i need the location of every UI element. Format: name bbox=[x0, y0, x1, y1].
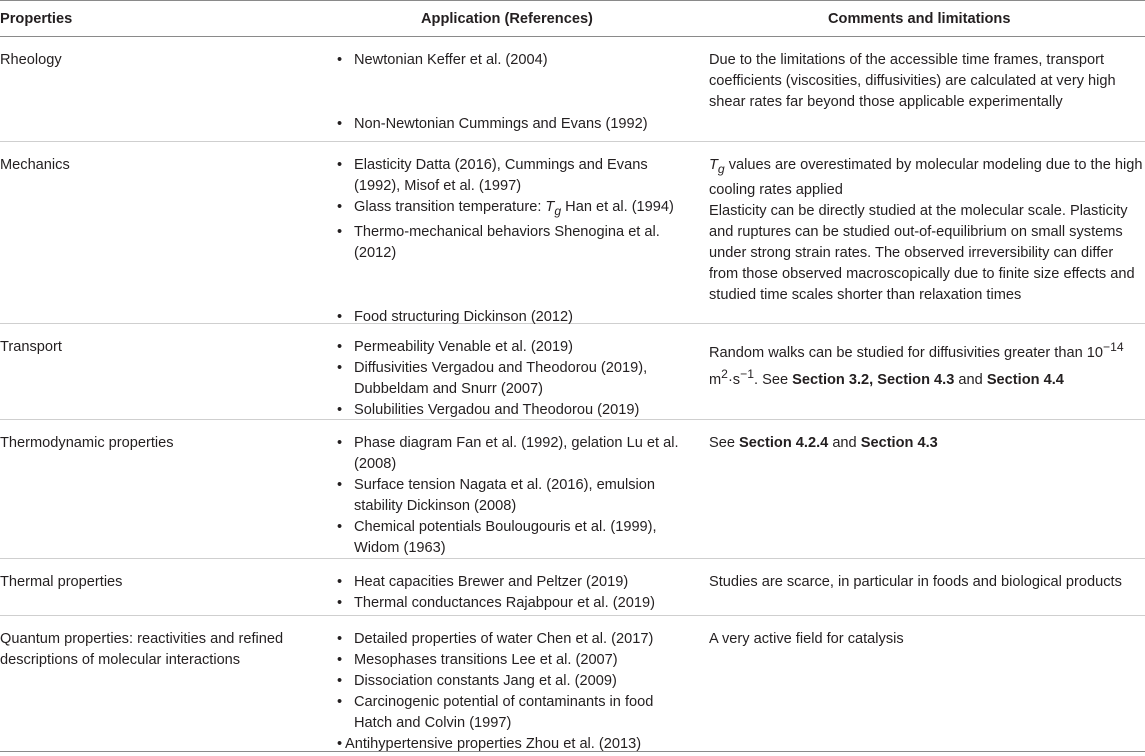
application-item: • Dissociation constants Jang et al. (2009) bbox=[337, 671, 687, 692]
row-comment: See Section 4.2.4 and Section 4.3 bbox=[709, 435, 938, 451]
table-row-transport bbox=[0, 324, 1145, 420]
tg-symbol: $T_g$ bbox=[545, 199, 562, 218]
table-row-mechanics bbox=[0, 142, 1145, 324]
row-comment: Random walks can be studied for diffusivities greater than $10^{-14}$ $m^2\cdot s^{-1}$. See Section 3.2, Section 4.3 and Section 4.4 bbox=[709, 340, 1124, 388]
application-item: • Chemical potentials Boulougouris et al. (1999), Widom (1963) bbox=[337, 517, 687, 559]
table-header bbox=[0, 0, 1145, 37]
row-comment: $T_g$ values are overestimated by molecular modeling due to the high cooling rates applied Elasticity can be directly studied at the molecular scale. Plasticity and ruptures can be studied out-of-equilibrium on small systems under strong strain rates. The observed irreversibility can differ from those observed macroscopically due to finite size effects and studied time scales shorter than relaxation times bbox=[709, 157, 1143, 303]
application-item: • Carcinogenic potential of contaminants in food Hatch and Colvin (1997) bbox=[337, 692, 687, 734]
row-property: Quantum properties: reactivities and refined descriptions of molecular interactions bbox=[0, 631, 284, 668]
row-applications bbox=[337, 433, 687, 559]
application-item: • Surface tension Nagata et al. (2016), emulsion stability Dickinson (2008) bbox=[337, 475, 687, 517]
application-item: • Detailed properties of water Chen et al. (2017) bbox=[337, 629, 687, 650]
application-item: • Elasticity Datta (2016), Cummings and Evans (1992), Misof et al. (1997) bbox=[337, 155, 687, 197]
table-row-thermodynamic bbox=[0, 420, 1145, 559]
table-row-quantum bbox=[0, 616, 1145, 752]
application-item: • Non-Newtonian Cummings and Evans (1992) bbox=[337, 114, 687, 135]
application-item: • Solubilities Vergadou and Theodorou (2019) bbox=[337, 400, 687, 421]
row-comment: Due to the limitations of the accessible time frames, transport coefficients (viscosities, diffusivities) are calculated at very high shear rates far beyond those applicable experimentally bbox=[709, 52, 1116, 110]
row-property: Thermal properties bbox=[0, 574, 123, 590]
tg-symbol: $T_g$ bbox=[709, 157, 725, 176]
application-item: • Permeability Venable et al. (2019) bbox=[337, 337, 687, 358]
application-item: • Phase diagram Fan et al. (1992), gelation Lu et al. (2008) bbox=[337, 433, 687, 475]
row-property: Rheology bbox=[0, 52, 62, 68]
row-applications bbox=[337, 155, 687, 328]
row-property: Thermodynamic properties bbox=[0, 435, 174, 451]
section-link[interactable]: Section 3.2, Section 4.3 bbox=[792, 371, 955, 388]
header-comments: Comments and limitations bbox=[828, 11, 1011, 27]
table-row-thermal bbox=[0, 559, 1145, 616]
application-item: • Diffusivities Vergadou and Theodorou (2019), Dubbeldam and Snurr (2007) bbox=[337, 358, 687, 400]
row-applications bbox=[337, 629, 687, 755]
row-applications bbox=[337, 572, 687, 614]
application-item: • Heat capacities Brewer and Peltzer (2019) bbox=[337, 572, 687, 593]
row-applications bbox=[337, 337, 687, 421]
application-item: • Food structuring Dickinson (2012) bbox=[337, 307, 687, 328]
application-item: • Glass transition temperature: $T_g$ Han et al. (1994) bbox=[337, 197, 687, 222]
header-properties: Properties bbox=[0, 11, 73, 27]
section-link[interactable]: Section 4.3 bbox=[860, 435, 938, 451]
header-application: Application (References) bbox=[421, 11, 593, 27]
row-comment: A very active field for catalysis bbox=[709, 631, 904, 647]
application-item: • Thermal conductances Rajabpour et al. (2019) bbox=[337, 593, 687, 614]
row-comment: Studies are scarce, in particular in foods and biological products bbox=[709, 574, 1122, 590]
row-property: Mechanics bbox=[0, 157, 70, 173]
application-item: • Thermo-mechanical behaviors Shenogina et al. (2012) bbox=[337, 222, 687, 264]
section-link[interactable]: Section 4.2.4 bbox=[739, 435, 829, 451]
table-row-rheology bbox=[0, 37, 1145, 142]
application-item: • Mesophases transitions Lee et al. (2007) bbox=[337, 650, 687, 671]
application-item: • Newtonian Keffer et al. (2004) bbox=[337, 50, 687, 71]
application-item: • Antihypertensive properties Zhou et al. (2013) bbox=[337, 734, 687, 755]
row-property: Transport bbox=[0, 339, 62, 355]
row-applications bbox=[337, 50, 687, 135]
section-link[interactable]: Section 4.4 bbox=[986, 371, 1064, 388]
